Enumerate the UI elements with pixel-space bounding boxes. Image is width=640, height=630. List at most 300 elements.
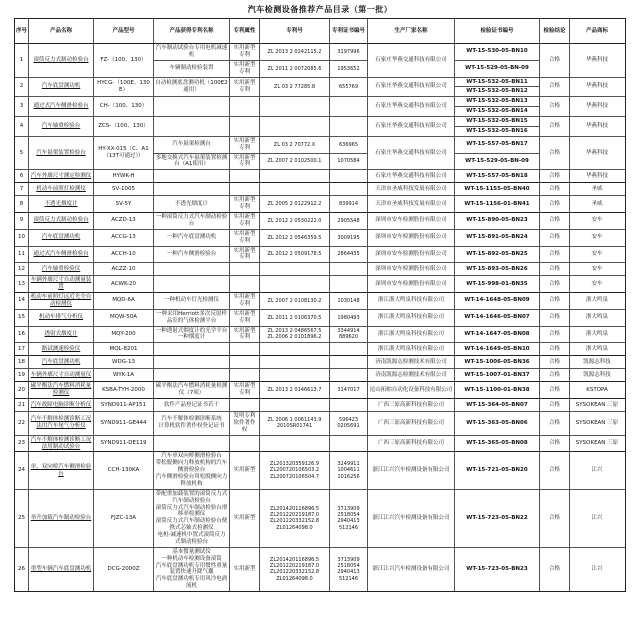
inspection-cert-number: WT-15-532-05-BN11 bbox=[466, 78, 528, 85]
manufacturer-cell: 天津市圣威科技发展有限公司 bbox=[368, 196, 455, 212]
patent-group bbox=[154, 369, 368, 381]
serial-cell: 4 bbox=[15, 117, 29, 136]
serial-cell: 21 bbox=[15, 399, 29, 411]
product-name-link[interactable] bbox=[29, 382, 94, 398]
product-name-text[interactable]: 汽车轴重检验仪 bbox=[41, 265, 81, 272]
conclusion-cell: 合格 bbox=[540, 117, 570, 136]
inspection-cert-cell bbox=[455, 356, 540, 368]
product-name-link[interactable] bbox=[29, 276, 94, 292]
patent-subrow bbox=[154, 247, 368, 263]
product-name-text[interactable]: 重型车辆汽车底盘测功机 bbox=[30, 565, 92, 572]
trademark-cell: SYSOKEAN 三原 bbox=[575, 440, 619, 447]
product-model-cell: FJZC-13A bbox=[94, 490, 154, 547]
serial-cell: 19 bbox=[15, 369, 29, 381]
product-model-cell: MQW-50A bbox=[94, 310, 154, 326]
patent-cert-cell: 655769 bbox=[330, 78, 368, 97]
inspection-cert-cell bbox=[455, 276, 540, 292]
serial-cell: 13 bbox=[15, 276, 29, 292]
patent-subrow bbox=[154, 137, 368, 153]
patent-name-cell: 一种汽车底盘测功机 bbox=[154, 230, 230, 246]
manufacturer-cell: 石家庄华燕交通科技有限公司 bbox=[368, 170, 455, 182]
product-name-text[interactable]: 机动车前照灯远近光全自动检测仪 bbox=[30, 294, 92, 307]
patent-subrow bbox=[154, 548, 368, 591]
inspection-cert-number: WT-15-364-05-BN07 bbox=[466, 401, 528, 408]
product-name-text[interactable]: 举升加载汽车制动检验台 bbox=[30, 514, 92, 521]
trademark-cell: 浙大鸣泉 bbox=[585, 330, 608, 337]
header-patent-cert: 专利证书编号 bbox=[330, 19, 368, 43]
inspection-cert-cell bbox=[455, 78, 540, 97]
conclusion-cell: 合格 bbox=[540, 490, 570, 547]
product-name-link[interactable] bbox=[29, 356, 94, 368]
product-name-text[interactable]: 滚筒反力式制动检验台 bbox=[33, 217, 89, 224]
product-name-link[interactable] bbox=[29, 183, 94, 195]
trademark-cell: 华燕科技 bbox=[585, 103, 608, 110]
product-name-link[interactable] bbox=[29, 247, 94, 263]
table-row bbox=[15, 275, 625, 292]
table-row bbox=[15, 309, 625, 326]
table-row bbox=[15, 43, 625, 77]
conclusion-cell: 合格 bbox=[540, 369, 570, 381]
patent-group bbox=[154, 412, 368, 435]
inspection-cert-number: WT-15-893-05-BN26 bbox=[466, 265, 528, 272]
trademark-cell: 圣威 bbox=[591, 185, 603, 192]
table-row bbox=[15, 169, 625, 182]
serial-cell: 6 bbox=[15, 170, 29, 182]
patent-number-cell bbox=[260, 117, 330, 136]
patent-group bbox=[154, 117, 368, 136]
trademark-cell: 华燕科技 bbox=[585, 172, 608, 179]
patent-subrow bbox=[154, 183, 368, 195]
manufacturer-cell: 石家庄华燕交通科技有限公司 bbox=[368, 44, 455, 77]
conclusion-cell: 合格 bbox=[540, 436, 570, 452]
patent-attr-cell bbox=[230, 356, 260, 368]
product-name-link[interactable] bbox=[29, 327, 94, 343]
patent-attr-cell: 实用新型专利 bbox=[230, 213, 260, 229]
product-name-link[interactable] bbox=[29, 137, 94, 170]
table-row bbox=[15, 195, 625, 212]
patent-attr-cell: 实用新型 bbox=[230, 548, 260, 591]
patent-group bbox=[154, 293, 368, 309]
conclusion-cell: 合格 bbox=[540, 137, 570, 170]
manufacturer-cell: 济南凯源志检测技术有限公司 bbox=[368, 369, 455, 381]
patent-cert-cell: 1980493 bbox=[330, 310, 368, 326]
conclusion-cell: 合格 bbox=[540, 356, 570, 368]
table-row bbox=[15, 398, 625, 411]
patent-name-cell: 汽车不解体检测诊断系统 计算机软件著作权登记证书 bbox=[154, 412, 230, 435]
patent-attr-cell bbox=[230, 170, 260, 182]
product-name-text[interactable]: 汽车底盘测功机 bbox=[41, 358, 81, 365]
patent-cert-cell bbox=[330, 276, 368, 292]
table-row bbox=[15, 342, 625, 355]
patent-number-cell: ZL 03 2 70772.X bbox=[260, 137, 330, 153]
patent-cert-cell: 3344914 889620 bbox=[330, 327, 368, 343]
trademark-cell: 江兴 bbox=[591, 565, 603, 572]
inspection-cert-cell bbox=[455, 382, 540, 398]
product-name-link[interactable] bbox=[29, 412, 94, 435]
trademark-cell: 浙大鸣泉 bbox=[585, 345, 608, 352]
patent-attr-cell bbox=[230, 276, 260, 292]
product-name-link[interactable] bbox=[29, 117, 94, 136]
manufacturer-cell: 济南凯源志检测技术有限公司 bbox=[368, 356, 455, 368]
trademark-cell: 安车 bbox=[591, 250, 603, 257]
manufacturer-cell: 浙江浙大鸣泉科技有限公司 bbox=[368, 310, 455, 326]
inspection-cert-cell bbox=[455, 369, 540, 381]
inspection-cert-cell bbox=[455, 452, 540, 488]
patent-name-cell: 不透光烟度计 bbox=[154, 196, 230, 212]
inspection-cert-number: WT-15-530-05-BN10 bbox=[466, 48, 528, 55]
inspection-cert-cell bbox=[455, 213, 540, 229]
manufacturer-cell: 广西三原高新科技有限公司 bbox=[368, 412, 455, 435]
patent-group bbox=[154, 452, 368, 488]
inspection-cert-number: WT-15-532-05-BN12 bbox=[455, 86, 539, 96]
conclusion-cell: 合格 bbox=[540, 293, 570, 309]
manufacturer-cell: 浙江浙大鸣泉科技有限公司 bbox=[368, 327, 455, 343]
inspection-cert-cell bbox=[455, 412, 540, 435]
product-name-text[interactable]: 透射式烟度计 bbox=[44, 330, 78, 337]
patent-cert-cell: 1953652 bbox=[330, 61, 368, 77]
table-row bbox=[15, 411, 625, 435]
product-model-cell: ACCG-13 bbox=[94, 230, 154, 246]
patent-cert-cell: 1030148 bbox=[330, 293, 368, 309]
conclusion-cell: 合格 bbox=[540, 247, 570, 263]
product-name-text[interactable]: 汽车外廓尺寸测定检测仪 bbox=[30, 172, 92, 179]
header-trademark: 产品商标 bbox=[585, 27, 608, 34]
inspection-cert-number: WT-15-532-05-BN16 bbox=[455, 126, 539, 136]
serial-cell: 24 bbox=[15, 452, 29, 488]
conclusion-cell: 合格 bbox=[540, 310, 570, 326]
patent-name-cell bbox=[154, 117, 230, 136]
product-name-link[interactable] bbox=[29, 293, 94, 309]
patent-subrow bbox=[154, 44, 368, 60]
patent-subrow bbox=[154, 230, 368, 246]
table-header-row bbox=[15, 19, 625, 43]
patent-name-cell: 一种采用Herriott多次反射样品室的气体检测平台 bbox=[154, 310, 230, 326]
patent-number-cell bbox=[260, 436, 330, 452]
patent-attr-cell: 发明专利 软件著作权 bbox=[230, 412, 260, 435]
patent-attr-cell bbox=[230, 263, 260, 275]
patent-attr-cell: 实用新型专利 bbox=[230, 61, 260, 77]
product-model-cell: SYND911-AP151 bbox=[94, 399, 154, 411]
serial-cell: 10 bbox=[15, 230, 29, 246]
patent-attr-cell: 实用新型专利 bbox=[230, 78, 260, 97]
product-name-text[interactable]: 碳平衡法汽车燃料消耗量检测仪 bbox=[30, 383, 92, 397]
header-patent-attr: 专利属性 bbox=[230, 19, 260, 43]
serial-cell: 26 bbox=[15, 548, 29, 591]
product-name-link[interactable] bbox=[29, 263, 94, 275]
product-model-cell: HY-XX-015（C、A1（13T可通过）） bbox=[94, 137, 154, 170]
inspection-cert-number: WT-15-890-05-BN23 bbox=[466, 217, 528, 224]
patent-name-cell: 汽车单双向桥侧滑检验台 带松脱侧向力释放机构的汽车侧滑检验台 汽车侧滑检验台用松脱侧向力释放机构 bbox=[154, 452, 230, 488]
inspection-cert-number: WT-15-532-05-BN15 bbox=[466, 118, 528, 124]
trademark-cell: 浙大鸣泉 bbox=[585, 297, 608, 304]
inspection-cert-number: WT-15-721-05-BN20 bbox=[466, 467, 528, 474]
inspection-cert-number: WT-15-557-05-BN18 bbox=[466, 172, 528, 179]
patent-subrow bbox=[154, 293, 368, 309]
product-name-link[interactable] bbox=[29, 78, 94, 97]
product-model-cell: HYCG-（100E、130E） bbox=[94, 78, 154, 97]
patent-name-cell: 车辆制动检验装置 bbox=[154, 61, 230, 77]
patent-attr-cell: 实用新型 bbox=[230, 452, 260, 488]
product-name-text[interactable]: 汽车不解体检测诊断工况法用制动试验台 bbox=[30, 436, 92, 450]
inspection-cert-number: WT-15-723-05-BN22 bbox=[466, 514, 528, 521]
patent-attr-cell: 实用新型专利 bbox=[230, 247, 260, 263]
trademark-cell: 凯源志科技 bbox=[583, 358, 611, 365]
patent-attr-cell: 实用新型 bbox=[230, 490, 260, 547]
trademark-cell: SYSOKEAN 三原 bbox=[575, 401, 619, 408]
product-name-link[interactable] bbox=[29, 310, 94, 326]
patent-subrow bbox=[154, 170, 368, 182]
table-row bbox=[15, 212, 625, 229]
patent-name-cell: 汽车悬架检测台 bbox=[154, 137, 230, 153]
serial-cell: 8 bbox=[15, 196, 29, 212]
patent-cert-cell: 3713909 2518054 2940413 512146 bbox=[330, 490, 368, 547]
inspection-cert-cell bbox=[455, 327, 540, 343]
patent-cert-cell: 3009195 bbox=[330, 230, 368, 246]
product-model-cell: ZCS-（100、130） bbox=[94, 117, 154, 136]
header-inspection-cert: 检验证书编号 bbox=[455, 19, 540, 43]
patent-cert-cell: 3147017 bbox=[330, 382, 368, 398]
patent-group bbox=[154, 196, 368, 212]
product-name-text[interactable]: 通过式汽车侧滑检验台 bbox=[33, 250, 89, 257]
patent-cert-cell: 3713909 2518054 2940413 512146 bbox=[330, 548, 368, 591]
product-name-link[interactable] bbox=[29, 369, 94, 381]
patent-subrow bbox=[154, 97, 368, 116]
patent-subrow bbox=[154, 327, 368, 343]
manufacturer-cell: 深圳市安车检测股份有限公司 bbox=[368, 230, 455, 246]
patent-cert-cell bbox=[330, 263, 368, 275]
table-row bbox=[15, 435, 625, 452]
product-model-cell: SYND911-DE119 bbox=[94, 436, 154, 452]
patent-cert-cell bbox=[330, 117, 368, 136]
inspection-cert-cell bbox=[455, 44, 540, 77]
product-name-text[interactable]: 滚筒反力式制动检验台 bbox=[33, 56, 89, 63]
header-product-model: 产品型号 bbox=[94, 19, 154, 43]
patent-group bbox=[154, 382, 368, 398]
table-row bbox=[15, 381, 625, 398]
product-model-cell: KSBA-TYH-2000 bbox=[94, 382, 154, 398]
conclusion-cell: 合格 bbox=[540, 230, 570, 246]
patent-cert-cell bbox=[330, 356, 368, 368]
conclusion-cell: 合格 bbox=[540, 170, 570, 182]
patent-name-cell bbox=[154, 263, 230, 275]
patent-cert-cell bbox=[330, 97, 368, 116]
patent-number-cell: ZL 2012 2 0509178.5 bbox=[260, 247, 330, 263]
patent-attr-cell: 实用新型专利 bbox=[230, 196, 260, 212]
product-name-text[interactable]: 机动车前照灯检测仪 bbox=[36, 185, 86, 192]
product-name-text[interactable]: 汽车底盘测功机 bbox=[41, 234, 81, 241]
product-name-text[interactable]: 通过式汽车侧滑检验台 bbox=[33, 103, 89, 110]
header-col-serial: 序号 bbox=[15, 19, 29, 43]
patent-subrow bbox=[154, 276, 368, 292]
patent-number-cell bbox=[260, 170, 330, 182]
patent-group bbox=[154, 170, 368, 182]
patent-subrow bbox=[154, 412, 368, 435]
product-name-text[interactable]: 汽车故障电脑诊断分析仪 bbox=[30, 401, 92, 408]
product-name-text[interactable]: 车辆外廓尺寸自动测量仪 bbox=[30, 371, 92, 378]
patent-group bbox=[154, 276, 368, 292]
trademark-cell: 华燕科技 bbox=[585, 122, 608, 129]
patent-name-cell: 一种滚筒反力式汽车制动检验台 bbox=[154, 213, 230, 229]
product-name-text[interactable]: 汽车轴重检验台 bbox=[41, 122, 81, 129]
table-row bbox=[15, 229, 625, 246]
inspection-cert-cell bbox=[455, 548, 540, 591]
patent-name-cell bbox=[154, 369, 230, 381]
product-name-text[interactable]: 路试测速检验仪 bbox=[41, 345, 81, 352]
table-row bbox=[15, 368, 625, 381]
patent-subrow bbox=[154, 310, 368, 326]
patent-name-cell bbox=[154, 170, 230, 182]
trademark-cell: 华燕科技 bbox=[585, 149, 608, 156]
patent-name-cell bbox=[154, 436, 230, 452]
product-model-cell: MQL-8201 bbox=[94, 343, 154, 355]
serial-cell: 12 bbox=[15, 263, 29, 275]
manufacturer-cell: 浙江浙大鸣泉科技有限公司 bbox=[368, 343, 455, 355]
trademark-cell: SYSOKEAN 三原 bbox=[575, 419, 619, 426]
patent-attr-cell: 实用新型专利 bbox=[230, 137, 260, 153]
inspection-cert-number: WT-15-998-01-BN35 bbox=[466, 280, 528, 287]
manufacturer-cell: 天津市圣威科技发展有限公司 bbox=[368, 183, 455, 195]
product-name-link[interactable] bbox=[29, 230, 94, 246]
patent-subrow bbox=[154, 436, 368, 452]
patent-number-cell: ZL 2013 2 0242115.2 bbox=[260, 44, 330, 60]
serial-cell: 14 bbox=[15, 293, 29, 309]
patent-group bbox=[154, 343, 368, 355]
product-model-cell: ACZZ-10 bbox=[94, 263, 154, 275]
product-model-cell: WDG-13 bbox=[94, 356, 154, 368]
patent-attr-cell: 实用新型专利 bbox=[230, 310, 260, 326]
patent-subrow bbox=[154, 356, 368, 368]
product-name-text[interactable]: 单、双向桥汽车侧滑检验台 bbox=[30, 463, 92, 477]
header-patent-name: 产品获得专利名称 bbox=[154, 19, 230, 43]
product-name-link[interactable] bbox=[29, 170, 94, 182]
inspection-cert-cell bbox=[455, 170, 540, 182]
conclusion-cell: 合格 bbox=[540, 263, 570, 275]
product-model-cell: HYWK-H bbox=[94, 170, 154, 182]
patent-attr-cell: 实用新型专利 bbox=[230, 154, 260, 170]
manufacturer-cell: 深圳市安车检测股份有限公司 bbox=[368, 247, 455, 263]
patent-attr-cell: 实用新型专利 bbox=[230, 44, 260, 60]
inspection-cert-number: WT-15-365-05-BN08 bbox=[466, 440, 528, 447]
product-name-text[interactable]: 汽车不解体检测诊断工况法用汽车尾气分析仪 bbox=[30, 416, 92, 430]
patent-group bbox=[154, 263, 368, 275]
product-model-cell: DCG-2000Z bbox=[94, 548, 154, 591]
inspection-cert-cell bbox=[455, 230, 540, 246]
table-row bbox=[15, 262, 625, 275]
patent-subrow bbox=[154, 382, 368, 398]
product-name-link[interactable] bbox=[29, 399, 94, 411]
patent-cert-cell bbox=[330, 399, 368, 411]
product-name-link[interactable] bbox=[29, 490, 94, 547]
patent-name-cell bbox=[154, 97, 230, 116]
inspection-cert-cell bbox=[455, 137, 540, 170]
manufacturer-cell: 浙江江兴汽车检测设备有限公司 bbox=[368, 452, 455, 488]
patent-number-cell: ZL 2012 2 0546359.5 bbox=[260, 230, 330, 246]
trademark-cell: KSTOPA bbox=[586, 386, 608, 393]
table-row bbox=[15, 136, 625, 170]
inspection-cert-number: WT-15-892-05-BN25 bbox=[466, 250, 528, 257]
product-name-text[interactable]: 汽车悬架装置检验台 bbox=[36, 149, 86, 156]
inspection-cert-cell bbox=[455, 196, 540, 212]
patent-name-cell: 一种汽车侧滑检验台 bbox=[154, 247, 230, 263]
catalog-table bbox=[14, 18, 626, 592]
patent-name-cell: 碳平衡法汽车燃料消耗量检测仪（7项） bbox=[154, 382, 230, 398]
product-model-cell: FZ-（100、130） bbox=[94, 44, 154, 77]
product-name-text[interactable]: 车辆外廓尺寸自动测量装置 bbox=[30, 277, 92, 291]
patent-number-cell bbox=[260, 356, 330, 368]
patent-attr-cell: 实用新型专利 bbox=[230, 230, 260, 246]
conclusion-cell: 合格 bbox=[540, 213, 570, 229]
patent-number-cell: ZL 2011 2 0106370.5 bbox=[260, 310, 330, 326]
patent-number-cell: ZL 2007 2 0102500.1 bbox=[260, 154, 330, 170]
patent-cert-cell: 596423 0205691 bbox=[330, 412, 368, 435]
patent-number-cell bbox=[260, 276, 330, 292]
patent-attr-cell: 实用新型专利 bbox=[230, 382, 260, 398]
patent-name-cell: 汽车制动试验台专用电机减速机 bbox=[154, 44, 230, 60]
patent-cert-cell bbox=[330, 436, 368, 452]
patent-number-cell: ZL 2007 2 0108130.2 bbox=[260, 293, 330, 309]
patent-cert-cell bbox=[330, 170, 368, 182]
product-name-link[interactable] bbox=[29, 548, 94, 591]
table-row bbox=[15, 355, 625, 368]
product-name-link[interactable] bbox=[29, 44, 94, 77]
conclusion-cell: 合格 bbox=[540, 412, 570, 435]
inspection-cert-cell bbox=[455, 399, 540, 411]
product-model-cell: CH-（100、130） bbox=[94, 97, 154, 116]
trademark-cell: 凯源志科技 bbox=[583, 371, 611, 378]
patent-name-cell bbox=[154, 183, 230, 195]
manufacturer-cell: 深圳市安车检测股份有限公司 bbox=[368, 276, 455, 292]
product-name-link[interactable] bbox=[29, 213, 94, 229]
product-name-link[interactable] bbox=[29, 452, 94, 488]
patent-number-cell bbox=[260, 343, 330, 355]
patent-cert-cell: 3197996 bbox=[330, 44, 368, 60]
patent-subrow bbox=[154, 117, 368, 136]
patent-number-cell: ZL 2006 1 0061143.9 2010SR01741 bbox=[260, 412, 330, 435]
conclusion-cell: 合格 bbox=[540, 78, 570, 97]
product-name-text[interactable]: 汽车底盘测功机 bbox=[41, 83, 81, 90]
product-name-text[interactable]: 机动车排气分析仪 bbox=[38, 314, 83, 321]
inspection-cert-cell bbox=[455, 117, 540, 136]
table-row bbox=[15, 326, 625, 343]
conclusion-cell: 合格 bbox=[540, 183, 570, 195]
inspection-cert-number: WT-15-891-05-BN24 bbox=[466, 234, 528, 241]
inspection-cert-number: WT-15-532-05-BN13 bbox=[466, 98, 528, 105]
serial-cell: 16 bbox=[15, 327, 29, 343]
manufacturer-cell: 石家庄华燕交通科技有限公司 bbox=[368, 97, 455, 116]
patent-number-cell: ZL 2013 2 0146613.7 bbox=[260, 382, 330, 398]
patent-group bbox=[154, 327, 368, 343]
patent-group bbox=[154, 213, 368, 229]
patent-group bbox=[154, 137, 368, 170]
patent-name-cell: 多地交换式汽车悬架装置检测台（A1使用） bbox=[154, 154, 230, 170]
patent-name-cell: 带配重加载装置的滚筒反力式汽车制动检验台 滚筒反力式汽车制动检验台滑移率检测仪 滚筒反力式汽车制动检验台便携式芯轴式检测仪 电机-减速机中置式滚筒反力式制动检验台 bbox=[154, 490, 230, 547]
serial-cell: 20 bbox=[15, 382, 29, 398]
product-name-link[interactable] bbox=[29, 196, 94, 212]
patent-number-cell bbox=[260, 369, 330, 381]
product-name-link[interactable] bbox=[29, 97, 94, 116]
serial-cell: 5 bbox=[15, 137, 29, 170]
patent-group bbox=[154, 399, 368, 411]
product-name-link[interactable] bbox=[29, 436, 94, 452]
product-name-text[interactable]: 不透光烟度计 bbox=[44, 200, 78, 207]
conclusion-cell: 合格 bbox=[540, 44, 570, 77]
patent-cert-cell: 636965 bbox=[330, 137, 368, 153]
product-name-link[interactable] bbox=[29, 343, 94, 355]
patent-subrow bbox=[154, 452, 368, 488]
patent-name-cell: 软件产品登记证书若干 bbox=[154, 399, 230, 411]
inspection-cert-number: WT-15-1156-01-BN41 bbox=[464, 200, 530, 207]
conclusion-cell: 合格 bbox=[540, 452, 570, 488]
